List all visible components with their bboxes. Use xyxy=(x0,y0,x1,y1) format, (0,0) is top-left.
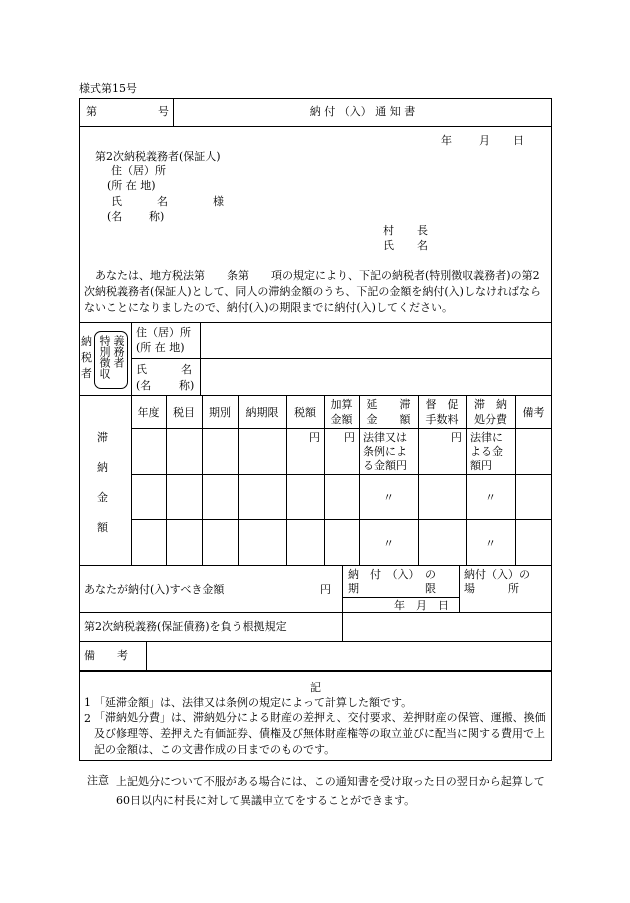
payment-place-1: 納付（入）の xyxy=(464,568,530,581)
note-2-number: 2 xyxy=(84,712,91,725)
col-zeigaku: 税額 xyxy=(294,406,316,419)
basis-label: 第2次納税義務(保証債務)を負う根拠規定 xyxy=(84,620,287,633)
sender-mei: 名 xyxy=(417,239,428,252)
col-nendo: 年度 xyxy=(137,406,160,419)
taxpayer-label-1: 納 xyxy=(81,335,92,348)
arrears-side-4: 額 xyxy=(97,521,108,534)
taxpayer-label-2: 税 xyxy=(81,351,92,364)
shobun-ditto-2: 〃 xyxy=(485,537,496,550)
entai-note-3: る金額円 xyxy=(363,459,407,472)
taxpayer-address-label: 住（居）所 xyxy=(136,326,191,339)
taxpayer-bracket-col2: 義務者 xyxy=(112,335,125,368)
note-1-number: 1 xyxy=(84,696,91,709)
kasan-yen: 円 xyxy=(344,431,355,444)
addressee-meisho-1: (名 xyxy=(107,210,123,223)
taxpayer-label-3: 者 xyxy=(81,367,92,380)
payment-yen: 円 xyxy=(320,583,331,596)
col-tokusoku-2: 手数料 xyxy=(425,413,459,426)
col-shobun-1: 滞 納 xyxy=(474,398,507,411)
entai-ditto-2: 〃 xyxy=(383,537,394,550)
col-zeimoku: 税目 xyxy=(173,406,195,419)
col-kasan-1: 加算 xyxy=(330,398,353,411)
tokusoku-yen: 円 xyxy=(451,431,462,444)
entai-ditto-1: 〃 xyxy=(383,491,394,504)
notes-heading: 記 xyxy=(310,681,321,694)
sender-mura: 村 xyxy=(383,224,394,237)
date-year: 年 xyxy=(441,134,452,147)
col-tokusoku-1: 督 促 xyxy=(425,398,459,411)
payment-deadline-2: 期 限 xyxy=(348,582,436,595)
remarks-label: 備 考 xyxy=(84,649,128,662)
sender-cho: 長 xyxy=(417,224,428,237)
col-kibetsu: 期別 xyxy=(209,406,231,419)
caution-label: 注意 xyxy=(87,774,109,787)
taxpayer-meisho-2: 称) xyxy=(179,379,195,392)
page-title: 納 付 （入） 通 知 書 xyxy=(309,105,416,118)
arrears-side-1: 滞 xyxy=(97,431,108,444)
entai-note-2: 条例によ xyxy=(363,445,407,458)
shobun-note-3: 額円 xyxy=(470,459,492,472)
addressee-meisho-2: 称) xyxy=(149,210,165,223)
taxpayer-name-1: 氏 xyxy=(136,363,147,376)
entai-note-1: 法律又は xyxy=(363,431,407,444)
payment-label: あなたが納付(入)すべき金額 xyxy=(84,583,225,596)
shobun-note-2: よる金 xyxy=(470,445,503,458)
number-dai: 第 xyxy=(86,105,97,118)
col-kasan-2: 金額 xyxy=(330,413,353,426)
taxpayer-name-2: 名 xyxy=(181,363,192,376)
taxpayer-bracket-col1: 特別徴収 xyxy=(98,335,111,379)
sender-shi: 氏 xyxy=(383,239,394,252)
payment-place-2: 場 所 xyxy=(464,582,519,595)
payment-date: 年 月 日 xyxy=(394,599,449,612)
arrears-side-3: 金 xyxy=(97,491,108,504)
addressee-location-label: (所 在 地) xyxy=(107,179,156,192)
note-2-text: 「滞納処分費」は、滞納処分による財産の差押え、交付要求、差押財産の保管、運搬、換価及び修理等、差押えた有価証券、債権及び無体財産権等の取立並びに配当に関する費用で上記の金額は、この文書作成の日までのものです。 xyxy=(94,711,546,756)
arrears-side-2: 納 xyxy=(97,461,108,474)
addressee-name-label-2: 名 xyxy=(157,195,168,208)
addressee-name-label: 氏 xyxy=(111,195,122,208)
date-month: 月 xyxy=(479,134,490,147)
addressee-sama: 様 xyxy=(213,195,224,208)
shobun-note-1: 法律に xyxy=(470,431,503,444)
taxpayer-meisho-1: (名 xyxy=(136,379,152,392)
caution-text: 上記処分について不服がある場合には、この通知書を受け取った日の翌日から起算して60日以内に村長に対して異議申立てをすることができます。 xyxy=(116,775,545,807)
number-go: 号 xyxy=(158,105,169,118)
addressee-address-label: 住（居）所 xyxy=(111,164,166,177)
date-day: 日 xyxy=(513,134,524,147)
form-number: 様式第15号 xyxy=(79,82,137,95)
note-1-text: 「延滞金額」は、法律又は条例の規定によって計算した額です。 xyxy=(94,696,413,709)
payment-deadline-1: 納 付 （入） の xyxy=(348,568,436,581)
addressee-role: 第2次納税義務者(保証人) xyxy=(95,150,221,163)
col-shobun-2: 処分費 xyxy=(474,413,507,426)
col-biko: 備考 xyxy=(522,406,545,419)
col-entai-1: 延 滞 xyxy=(366,398,411,411)
intro-text: あなたは、地方税法第 条第 項の規定により、下記の納税者(特別徴収義務者)の第2次納税義務者(保証人)として、同人の滞納金額のうち、下記の金額を納付(入)しなければならないことになりましたので、納付(入)の期限までに納付(入)してください。 xyxy=(84,269,541,314)
shobun-ditto-1: 〃 xyxy=(485,491,496,504)
zeigaku-yen: 円 xyxy=(309,431,320,444)
taxpayer-location-label: (所 在 地) xyxy=(136,341,185,354)
col-entai-2: 金 額 xyxy=(366,413,411,426)
col-nokigen: 納期限 xyxy=(245,406,279,419)
